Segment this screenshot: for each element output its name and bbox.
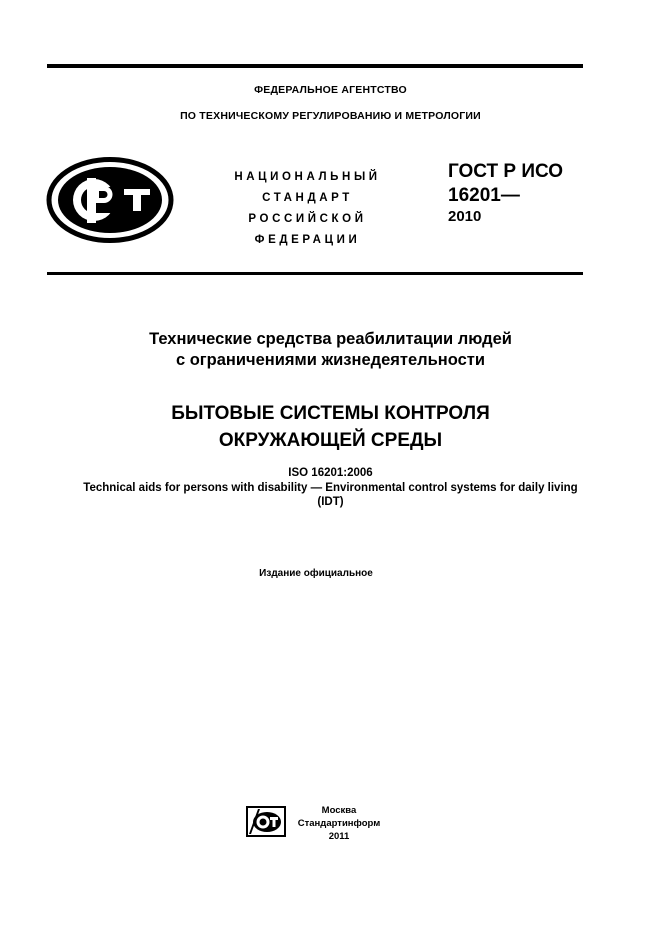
main-title	[0, 400, 661, 454]
russian-title-line-2: с ограничениями жизнедеятельности	[175, 351, 486, 369]
national-line-2: СТАНДАРТ	[262, 192, 353, 204]
publisher-name: Стандартинформ	[297, 818, 381, 829]
russian-title-line-1: Технические средства реабилитации людей	[149, 330, 512, 348]
national-line-4: ФЕДЕРАЦИИ	[254, 234, 361, 246]
iso-equivalence: (IDT)	[317, 496, 344, 508]
publisher-city: Москва	[321, 805, 357, 816]
edition-label: Издание официальное	[259, 568, 373, 579]
national-line-3: РОССИЙСКОЙ	[248, 213, 367, 225]
designation-line-1: ГОСТ Р ИСО	[448, 161, 564, 182]
iso-reference	[0, 466, 661, 510]
russian-title	[0, 329, 661, 371]
top-rule	[47, 64, 583, 68]
designation-line-3: 2010	[448, 208, 482, 225]
national-standard-label	[205, 167, 410, 251]
standard-designation	[448, 160, 563, 226]
iso-number: ISO 16201:2006	[288, 467, 373, 479]
agency-line-1: ФЕДЕРАЛЬНОЕ АГЕНТСТВО	[254, 84, 407, 96]
main-title-line-2: ОКРУЖАЮЩЕЙ СРЕДЫ	[218, 430, 443, 451]
main-title-line-1: БЫТОВЫЕ СИСТЕМЫ КОНТРОЛЯ	[171, 403, 490, 424]
middle-rule	[47, 272, 583, 275]
agency-line-2: ПО ТЕХНИЧЕСКОМУ РЕГУЛИРОВАНИЮ И МЕТРОЛОГИИ	[180, 110, 481, 122]
standartinform-logo-icon	[246, 806, 286, 837]
iso-english-title: Technical aids for persons with disability — Environmental control systems for daily living	[83, 481, 578, 494]
designation-line-2: 16201—	[448, 185, 520, 206]
publisher-info	[294, 804, 384, 843]
publisher-year: 2011	[328, 831, 350, 842]
gost-r-logo-icon	[46, 157, 174, 243]
national-line-1: НАЦИОНАЛЬНЫЙ	[234, 171, 381, 183]
